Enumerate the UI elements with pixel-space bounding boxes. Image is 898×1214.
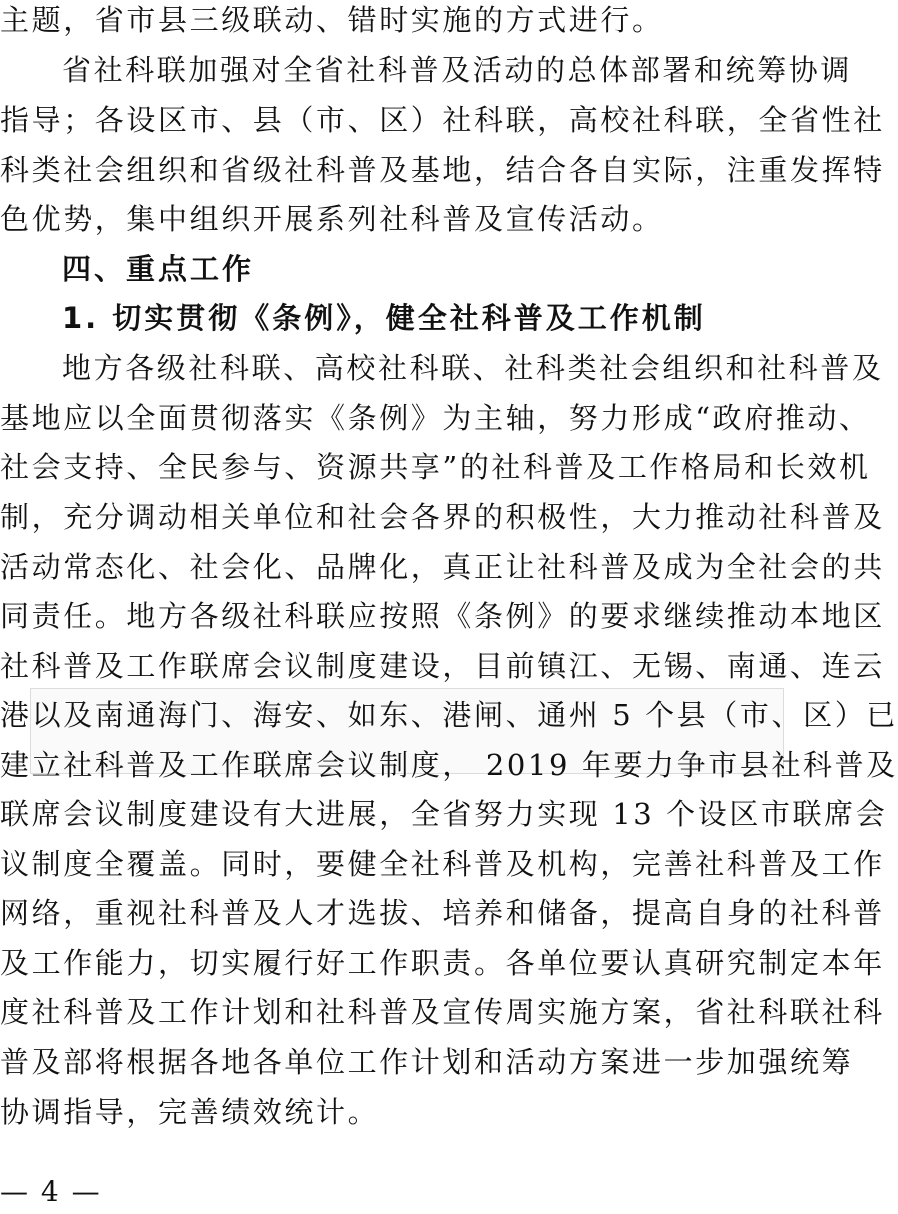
paragraph-line: 网络，重视社科普及人才选拔、培养和储备，提高自身的社科普 <box>0 896 885 930</box>
paragraph-line: 联席会议制度建设有大进展，全省努力实现 13 个设区市联席会 <box>0 797 888 831</box>
paragraph-line: 度社科普及工作计划和社科普及宣传周实施方案，省社科联社科 <box>0 995 885 1029</box>
paragraph-line: 省社科联加强对全省社科普及活动的总体部署和统筹协调 <box>62 53 853 87</box>
paragraph-line: 科类社会组织和省级社科普及基地，结合各自实际，注重发挥特 <box>0 153 885 187</box>
paragraph-line: 议制度全覆盖。同时，要健全社科普及机构，完善社科普及工作 <box>0 847 885 881</box>
paragraph-line: 社科普及工作联席会议制度建设，目前镇江、无锡、南通、连云 <box>0 649 885 683</box>
section-heading: 四、重点工作 <box>62 252 255 286</box>
subsection-heading: 1. 切实贯彻《条例》，健全社科普及工作机制 <box>62 301 706 335</box>
paragraph-line: 港以及南通海门、海安、如东、港闸、通州 5 个县（市、区）已 <box>0 698 898 732</box>
paragraph-line: 协调指导，完善绩效统计。 <box>0 1095 380 1129</box>
page-number: — 4 — <box>0 1175 102 1208</box>
paragraph-line: 及工作能力，切实履行好工作职责。各单位要认真研究制定本年 <box>0 946 885 980</box>
paragraph-line: 基地应以全面贯彻落实《条例》为主轴，努力形成“政府推动、 <box>0 401 871 435</box>
paragraph-line: 同责任。地方各级社科联应按照《条例》的要求继续推动本地区 <box>0 599 885 633</box>
paragraph-line: 普及部将根据各地各单位工作计划和活动方案进一步加强统筹 <box>0 1045 854 1079</box>
paragraph-line: 建立社科普及工作联席会议制度， 2019 年要力争市县社科普及 <box>0 748 898 782</box>
paragraph-line: 地方各级社科联、高校社科联、社科类社会组织和社科普及 <box>62 351 884 385</box>
paragraph-line: 活动常态化、社会化、品牌化，真正让社科普及成为全社会的共 <box>0 550 885 584</box>
paragraph-line: 色优势，集中组织开展系列社科普及宣传活动。 <box>0 202 664 236</box>
paragraph-line: 主题，省市县三级联动、错时实施的方式进行。 <box>0 3 664 37</box>
paragraph-line: 制，充分调动相关单位和社会各界的积极性，大力推动社科普及 <box>0 500 885 534</box>
paragraph-line: 社会支持、全民参与、资源共享”的社科普及工作格局和长效机 <box>0 450 871 484</box>
paragraph-line: 指导；各设区市、县（市、区）社科联，高校社科联，全省性社 <box>0 103 885 137</box>
